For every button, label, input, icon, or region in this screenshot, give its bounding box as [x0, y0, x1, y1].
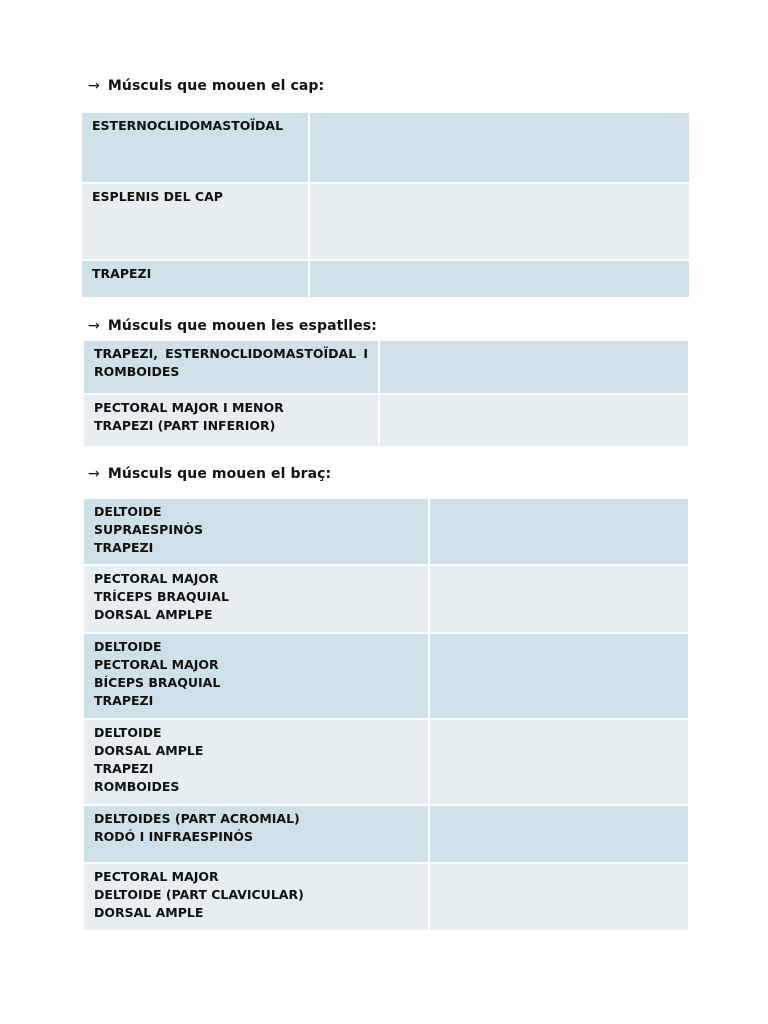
section-title: Músculs que mouen el cap: — [107, 78, 325, 94]
muscle-name: TRAPEZI — [92, 266, 152, 281]
answer-cell[interactable] — [429, 498, 689, 565]
muscle-name: DORSAL AMPLPE — [94, 607, 213, 622]
muscle-name: SUPRAESPINÒS — [94, 522, 204, 537]
muscle-name: PECTORAL MAJOR — [94, 869, 219, 884]
table-row — [81, 260, 690, 298]
muscle-name-word: ESTERNOCLIDOMASTOÏDAL — [165, 346, 357, 361]
table-row — [83, 805, 689, 863]
muscle-name: TRÍCEPS BRAQUIAL — [94, 589, 229, 604]
muscle-name: ESTERNOCLIDOMASTOÏDAL — [92, 118, 284, 133]
section-title: Músculs que mouen les espatlles: — [107, 318, 377, 334]
table-brac — [82, 497, 690, 932]
answer-cell[interactable] — [429, 805, 689, 863]
muscle-cell — [83, 394, 379, 447]
table-row — [83, 863, 689, 931]
muscle-name: RODÓ I INFRAESPINÓS — [94, 829, 254, 844]
muscle-cell — [81, 183, 309, 260]
muscle-cell — [81, 112, 309, 183]
table-row — [81, 112, 690, 183]
muscle-cell — [83, 340, 379, 394]
muscle-cell — [83, 719, 429, 805]
table-row — [81, 183, 690, 260]
muscle-name: DELTOIDE — [94, 504, 162, 519]
section-title: Músculs que mouen el braç: — [107, 466, 332, 482]
section-heading-espatlles — [88, 318, 377, 334]
arrow-right-icon: → — [88, 318, 100, 334]
answer-cell[interactable] — [379, 340, 689, 394]
muscle-name: DORSAL AMPLE — [94, 905, 204, 920]
table-row — [83, 394, 689, 447]
muscle-name: TRAPEZI (PART INFERIOR) — [94, 418, 276, 433]
arrow-right-icon: → — [88, 78, 100, 94]
answer-cell[interactable] — [379, 394, 689, 447]
muscle-cell — [83, 805, 429, 863]
section-heading-brac — [88, 466, 331, 482]
muscle-cell — [83, 633, 429, 719]
table-row — [83, 633, 689, 719]
muscle-name: TRAPEZI — [94, 761, 154, 776]
muscle-name: ROMBOIDES — [94, 779, 180, 794]
answer-cell[interactable] — [429, 565, 689, 633]
muscle-name — [94, 345, 368, 363]
muscle-name: PECTORAL MAJOR — [94, 657, 219, 672]
muscle-name: DELTOIDE — [94, 725, 162, 740]
arrow-right-icon: → — [88, 466, 100, 482]
muscle-name-word: TRAPEZI, — [94, 346, 158, 361]
muscle-name: TRAPEZI — [94, 693, 154, 708]
answer-cell[interactable] — [429, 633, 689, 719]
answer-cell[interactable] — [429, 863, 689, 931]
muscle-cell — [83, 565, 429, 633]
muscle-name: DELTOIDE (PART CLAVICULAR) — [94, 887, 304, 902]
muscle-name: PECTORAL MAJOR — [94, 571, 219, 586]
muscle-name: DORSAL AMPLE — [94, 743, 204, 758]
answer-cell[interactable] — [309, 112, 690, 183]
muscle-name-word: I — [363, 346, 368, 361]
section-heading-cap — [88, 78, 324, 94]
muscle-name: PECTORAL MAJOR I MENOR — [94, 400, 284, 415]
table-row — [83, 719, 689, 805]
muscle-name: ROMBOIDES — [94, 364, 180, 379]
table-espatlles — [82, 339, 690, 448]
muscle-cell — [83, 498, 429, 565]
table-cap — [80, 111, 691, 299]
muscle-name-line — [94, 345, 368, 363]
muscle-cell — [81, 260, 309, 298]
table-row — [83, 565, 689, 633]
table-row — [83, 340, 689, 394]
muscle-name: ESPLENIS DEL CAP — [92, 189, 223, 204]
table-row — [83, 498, 689, 565]
answer-cell[interactable] — [429, 719, 689, 805]
muscle-cell — [83, 863, 429, 931]
answer-cell[interactable] — [309, 260, 690, 298]
muscle-name: BÍCEPS BRAQUIAL — [94, 675, 221, 690]
answer-cell[interactable] — [309, 183, 690, 260]
muscle-name: DELTOIDES (PART ACROMIAL) — [94, 811, 300, 826]
muscle-name: TRAPEZI — [94, 540, 154, 555]
muscle-name: DELTOIDE — [94, 639, 162, 654]
